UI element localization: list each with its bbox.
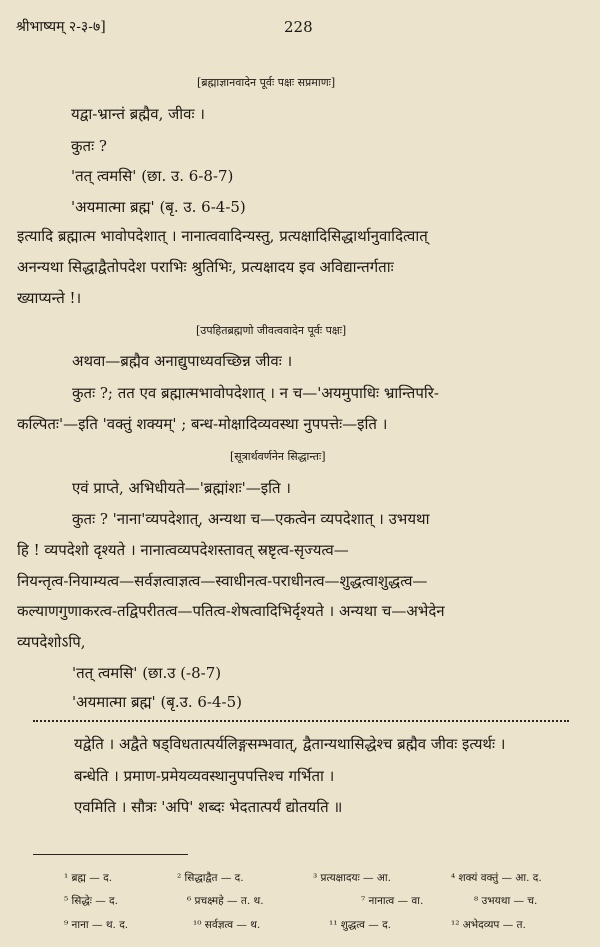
note-line: यद्वेति । अद्वैते षड्विधतात्पर्यलिङ्गसम्भवात्, द्वैतान्यथासिद्धेश्च ब्रह्मैव जीवः इत्यर्थः ।: [74, 735, 506, 753]
note-line: एवमिति । सौत्रः 'अपि' शब्दः भेदतात्पर्यं द्योतयति ॥: [74, 798, 343, 816]
footnote: ⁷ नानात्व — वा.: [361, 895, 424, 907]
footnote: ² सिद्धाद्वैत — द.: [177, 872, 244, 884]
note-line: बन्धेति । प्रमाण-प्रमेयव्यवस्थानुपपत्तिश्च गर्भिता ।: [74, 767, 335, 785]
text-line: एवं प्राप्ते, अभिधीयते—'ब्रह्मांशः'—इति ।: [72, 479, 291, 497]
text-line: इत्यादि ब्रह्मात्म भावोपदेशात् । नानात्ववादिन्यस्तु, प्रत्यक्षादिसिद्धार्थानुवादित्वात्: [17, 227, 428, 245]
text-line: ख्याप्यन्ते !।: [17, 289, 82, 307]
footnote: ¹² अभेदव्यप — त.: [451, 919, 526, 931]
dotted-divider: [33, 720, 569, 722]
text-line: यद्वा-भ्रान्तं ब्रह्मैव, जीवः ।: [71, 105, 205, 123]
text-line: कुतः ?: [71, 137, 107, 155]
text-line: 'अयमात्मा ब्रह्म' (बृ.उ. 6-4-5): [72, 693, 243, 711]
text-line: 'तत् त्वमसि' (छा. उ. 6-8-7): [71, 167, 234, 185]
text-line: कल्याणगुणाकरत्व-तद्विपरीतत्व—पतित्व-शेषत्वादिभिर्दृश्यते । अन्यथा च—अभेदेन: [17, 602, 445, 620]
text-line: अनन्यथा सिद्धाद्वैतोपदेश पराभिः श्रुतिभिः, प्रत्यक्षादय इव अविद्यान्तर्गताः: [17, 258, 394, 276]
page-number: 228: [284, 18, 313, 36]
text-line: अथवा—ब्रह्मैव अनाद्युपाध्यवच्छिन्न जीवः ।: [72, 352, 293, 370]
footnote: ⁶ प्रचक्ष्महे — त. थ.: [187, 895, 264, 907]
footnote: ⁸ उभयथा — च.: [474, 895, 538, 907]
section-heading: [सूत्रार्थवर्णनेन सिद्धान्तः]: [230, 450, 326, 463]
text-line: हि ! व्यपदेशो दृश्यते । नानात्वव्यपदेशस्तावत् स्रष्टृत्व-सृज्यत्व—: [17, 541, 349, 559]
text-line: 'तत् त्वमसि' (छा.उ (-8-7): [72, 664, 222, 682]
text-line: कल्पितः'—इति 'वक्तुं शक्यम्' ; बन्ध-मोक्षादिव्यवस्था नुपपत्तेः—इति ।: [17, 415, 388, 433]
section-heading: [उपहितब्रह्मणो जीवत्ववादेन पूर्वः पक्षः]: [196, 324, 347, 337]
text-line: कुतः ?; तत एव ब्रह्मात्मभावोपदेशात् । न च—'अयमुपाधिः भ्रान्तिपरि-: [72, 384, 439, 402]
text-line: कुतः ? 'नाना'व्यपदेशात्, अन्यथा च—एकत्वेन व्यपदेशात् । उभयथा: [72, 510, 430, 528]
running-header: श्रीभाष्यम् २-३-७]: [16, 19, 106, 35]
text-line: व्यपदेशोऽपि,: [17, 633, 86, 651]
footnote: ³ प्रत्यक्षादयः — आ.: [313, 872, 391, 884]
footnote-rule: [33, 854, 188, 855]
footnote: ⁵ सिद्धेः — द.: [64, 895, 118, 907]
footnote: ⁴ शक्यं वक्तुं — आ. द.: [451, 872, 542, 884]
footnote: ¹¹ शुद्धत्व — द.: [329, 919, 391, 931]
footnote: ¹ ब्रह्म — द.: [64, 872, 113, 884]
text-line: नियन्तृत्व-नियाम्यत्व—सर्वज्ञत्वाज्ञत्व—स्वाधीनत्व-पराधीनत्व—शुद्धत्वाशुद्धत्व—: [17, 572, 428, 590]
text-line: 'अयमात्मा ब्रह्म' (बृ. उ. 6-4-5): [71, 198, 246, 216]
footnote: ¹⁰ सर्वज्ञत्व — थ.: [193, 919, 261, 931]
footnote: ⁹ नाना — थ. द.: [64, 919, 129, 931]
section-heading: [ब्रह्माज्ञानवादेन पूर्वः पक्षः सप्रमाणः]: [197, 76, 336, 89]
